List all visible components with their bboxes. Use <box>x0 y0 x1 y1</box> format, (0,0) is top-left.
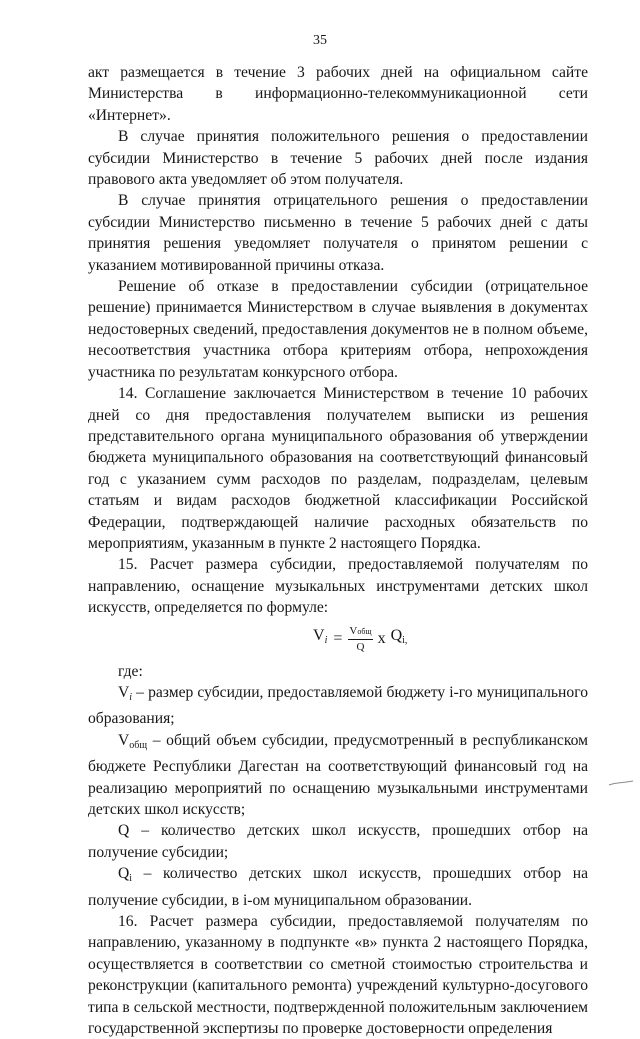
paragraph-negative-decision: В случае принятия отрицательного решения о предоставлении субсидии Министерство письменно в течение 5 рабочих дней с даты принятия решения уведомляет получателя о принятом решении с указанием мотивированной причины отказа. <box>88 192 588 274</box>
paragraph-item-15: 15. Расчет размера субсидии, предоставляемой получателям по направлению, оснащение музыкальных инструментами детских школ искусств, определяется по формуле: <box>88 556 588 617</box>
formula-numerator: Vобщ <box>348 625 372 640</box>
subsidy-formula <box>88 621 588 661</box>
paragraph-item-14: 14. Соглашение заключается Министерством в течение 10 рабочих дней со дня предоставления получателем выписки из решения представительного органа муниципального образования об утверждении бюджета муниципального образования на соответствующий финансовый год с указанием сумм расходов по разделам, подразделам, целевым статьям и видам расходов бюджетной классификации Российской Федерации, подтверждающей наличие расходных обязательств по мероприятиям, указанным в пункте 2 настоящего Порядка. <box>88 385 588 552</box>
document-body <box>88 62 588 1039</box>
page-number: 35 <box>313 33 327 48</box>
formula-equals: = <box>333 629 343 647</box>
formula-denominator: Q <box>356 640 365 653</box>
where-label: где: <box>118 662 143 680</box>
margin-pencil-mark <box>608 779 634 789</box>
formula-rhs: $Q_{i,}$ <box>390 627 408 647</box>
formula-fraction <box>348 625 372 653</box>
paragraph-item-16: 16. Расчет размера субсидии, предоставляемой получателям по направлению, указанному в подпункте «в» пункта 2 настоящего Порядка, осуществляется в соответствии со сметной стоимостью строительства и реконструкции (капитального ремонта) учреждений культурно-досугового типа в сельской местности, подтвержденной положительным заключением государственной экспертизы по проверке достоверности определения <box>88 913 588 1038</box>
paragraph-refusal-grounds: Решение об отказе в предоставлении субсидии (отрицательное решение) принимается Министерством в случае выявления в документах недостоверных сведений, предоставления документов не в полном объеме, несоответствия участника отбора критериям отбора, непрохождения участника по результатам конкурсного отбора. <box>88 278 588 381</box>
definition-vi: $V_i$ – размер субсидии, предоставляемой бюджету i-го муниципального образования; <box>88 683 588 728</box>
formula-times: x <box>377 629 386 647</box>
paragraph-continuation: акт размещается в течение 3 рабочих дней на официальном сайте Министерства в информационно-телекоммуникационной сети «Интернет». <box>88 64 588 124</box>
formula-lhs: $V_i$ <box>313 627 328 647</box>
paragraph-positive-decision: В случае принятия положительного решения о предоставлении субсидии Министерство в течение 5 рабочих дней после издания правового акта уведомляет об этом получателя. <box>88 128 588 189</box>
definition-q: Q – количество детских школ искусств, прошедших отбор на получение субсидии; <box>88 822 588 861</box>
definition-vobsh: $V_{общ}$ – общий объем субсидии, предусмотренный в республиканском бюджете Республики Дагестан на соответствующий финансовый год на реализацию мероприятий по оснащению музыкальными инструментами детских школ искусств; <box>88 731 588 818</box>
definition-qi: $Q_i$ – количество детских школ искусств, прошедших отбор на получение субсидии, в i-ом муниципальном образовании. <box>88 865 588 909</box>
